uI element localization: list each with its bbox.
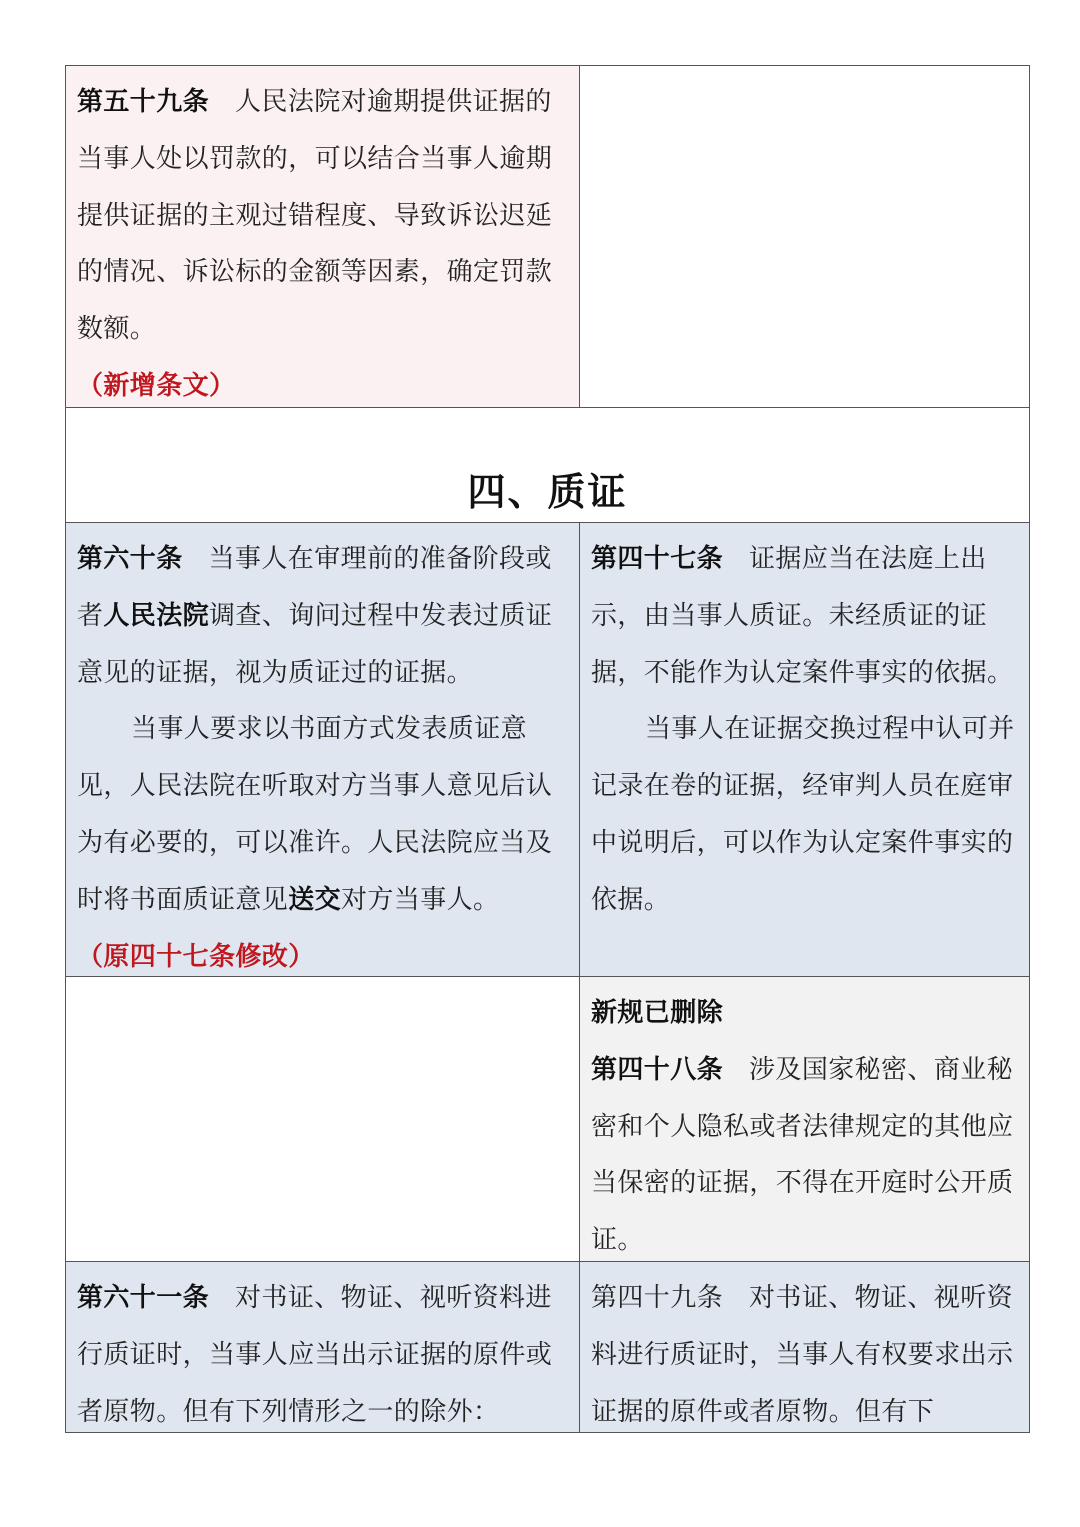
article-text: 对方当事人。 xyxy=(341,884,500,915)
new-rule-cell xyxy=(66,523,580,976)
article-text: 对书证、物证、视听资料进行质证时，当事人应当出示证据的原件或者原物。但有下列情形之一的除外： xyxy=(77,1283,553,1427)
article-text: 涉及国家秘密、商业秘密和个人隐私或者法律规定的其他应当保密的证据，不得在开庭时公开质证。 xyxy=(591,1054,1014,1256)
article-number: 第四十七条 xyxy=(591,544,724,574)
old-rule-cell xyxy=(580,1262,1029,1432)
bold-term: 送交 xyxy=(288,884,342,915)
table-row xyxy=(66,1262,1029,1432)
article-text: 调查、询问过程中发表过质证意见的证据，视为质证过的证据。 xyxy=(77,600,553,688)
revision-note: （新增条文） xyxy=(77,370,236,401)
new-rule-cell xyxy=(66,1262,580,1432)
article-number: 第六十一条 xyxy=(77,1283,210,1313)
table-row xyxy=(66,523,1029,977)
article-number: 第四十九条 xyxy=(591,1283,724,1313)
old-rule-cell xyxy=(580,977,1029,1261)
article-text: 证据应当在法庭上出示，由当事人质证。未经质证的证据，不能作为认定案件事实的依据。 xyxy=(591,544,1014,688)
article-text: 对书证、物证、视听资料进行质证时，当事人有权要求出示证据的原件或者原物。但有下 xyxy=(591,1283,1014,1427)
article-number: 第五十九条 xyxy=(77,87,210,117)
article-text: 当事人要求以书面方式发表质证意见，人民法院在听取对方当事人意见后认为有必要的，可以准许。人民法院应当及时将书面质证意见 xyxy=(77,714,553,915)
old-rule-cell xyxy=(580,66,1029,407)
article-text: 当事人在审理前的准备阶段或者 xyxy=(77,544,552,631)
deleted-status: 新规已删除 xyxy=(591,998,724,1028)
table-row xyxy=(66,977,1029,1262)
article-number: 第四十八条 xyxy=(591,1054,724,1085)
bold-term: 人民法院 xyxy=(103,600,210,631)
new-rule-cell xyxy=(66,66,580,407)
article-text: 当事人在证据交换过程中认可并记录在卷的证据，经审判人员在庭审中说明后，可以作为认定案件事实的依据。 xyxy=(591,714,1015,915)
new-rule-cell xyxy=(66,977,580,1261)
revision-note: （原四十七条修改） xyxy=(77,941,315,972)
section-heading-row xyxy=(66,408,1029,523)
article-number: 第六十条 xyxy=(77,544,183,574)
comparison-table xyxy=(65,65,1030,1433)
table-row xyxy=(66,66,1029,408)
article-text: 人民法院对逾期提供证据的当事人处以罚款的，可以结合当事人逾期提供证据的主观过错程度、导致诉讼迟延的情况、诉讼标的金额等因素，确定罚款数额。 xyxy=(77,87,553,345)
section-heading: 四、质证 xyxy=(467,469,628,514)
old-rule-cell xyxy=(580,523,1029,976)
